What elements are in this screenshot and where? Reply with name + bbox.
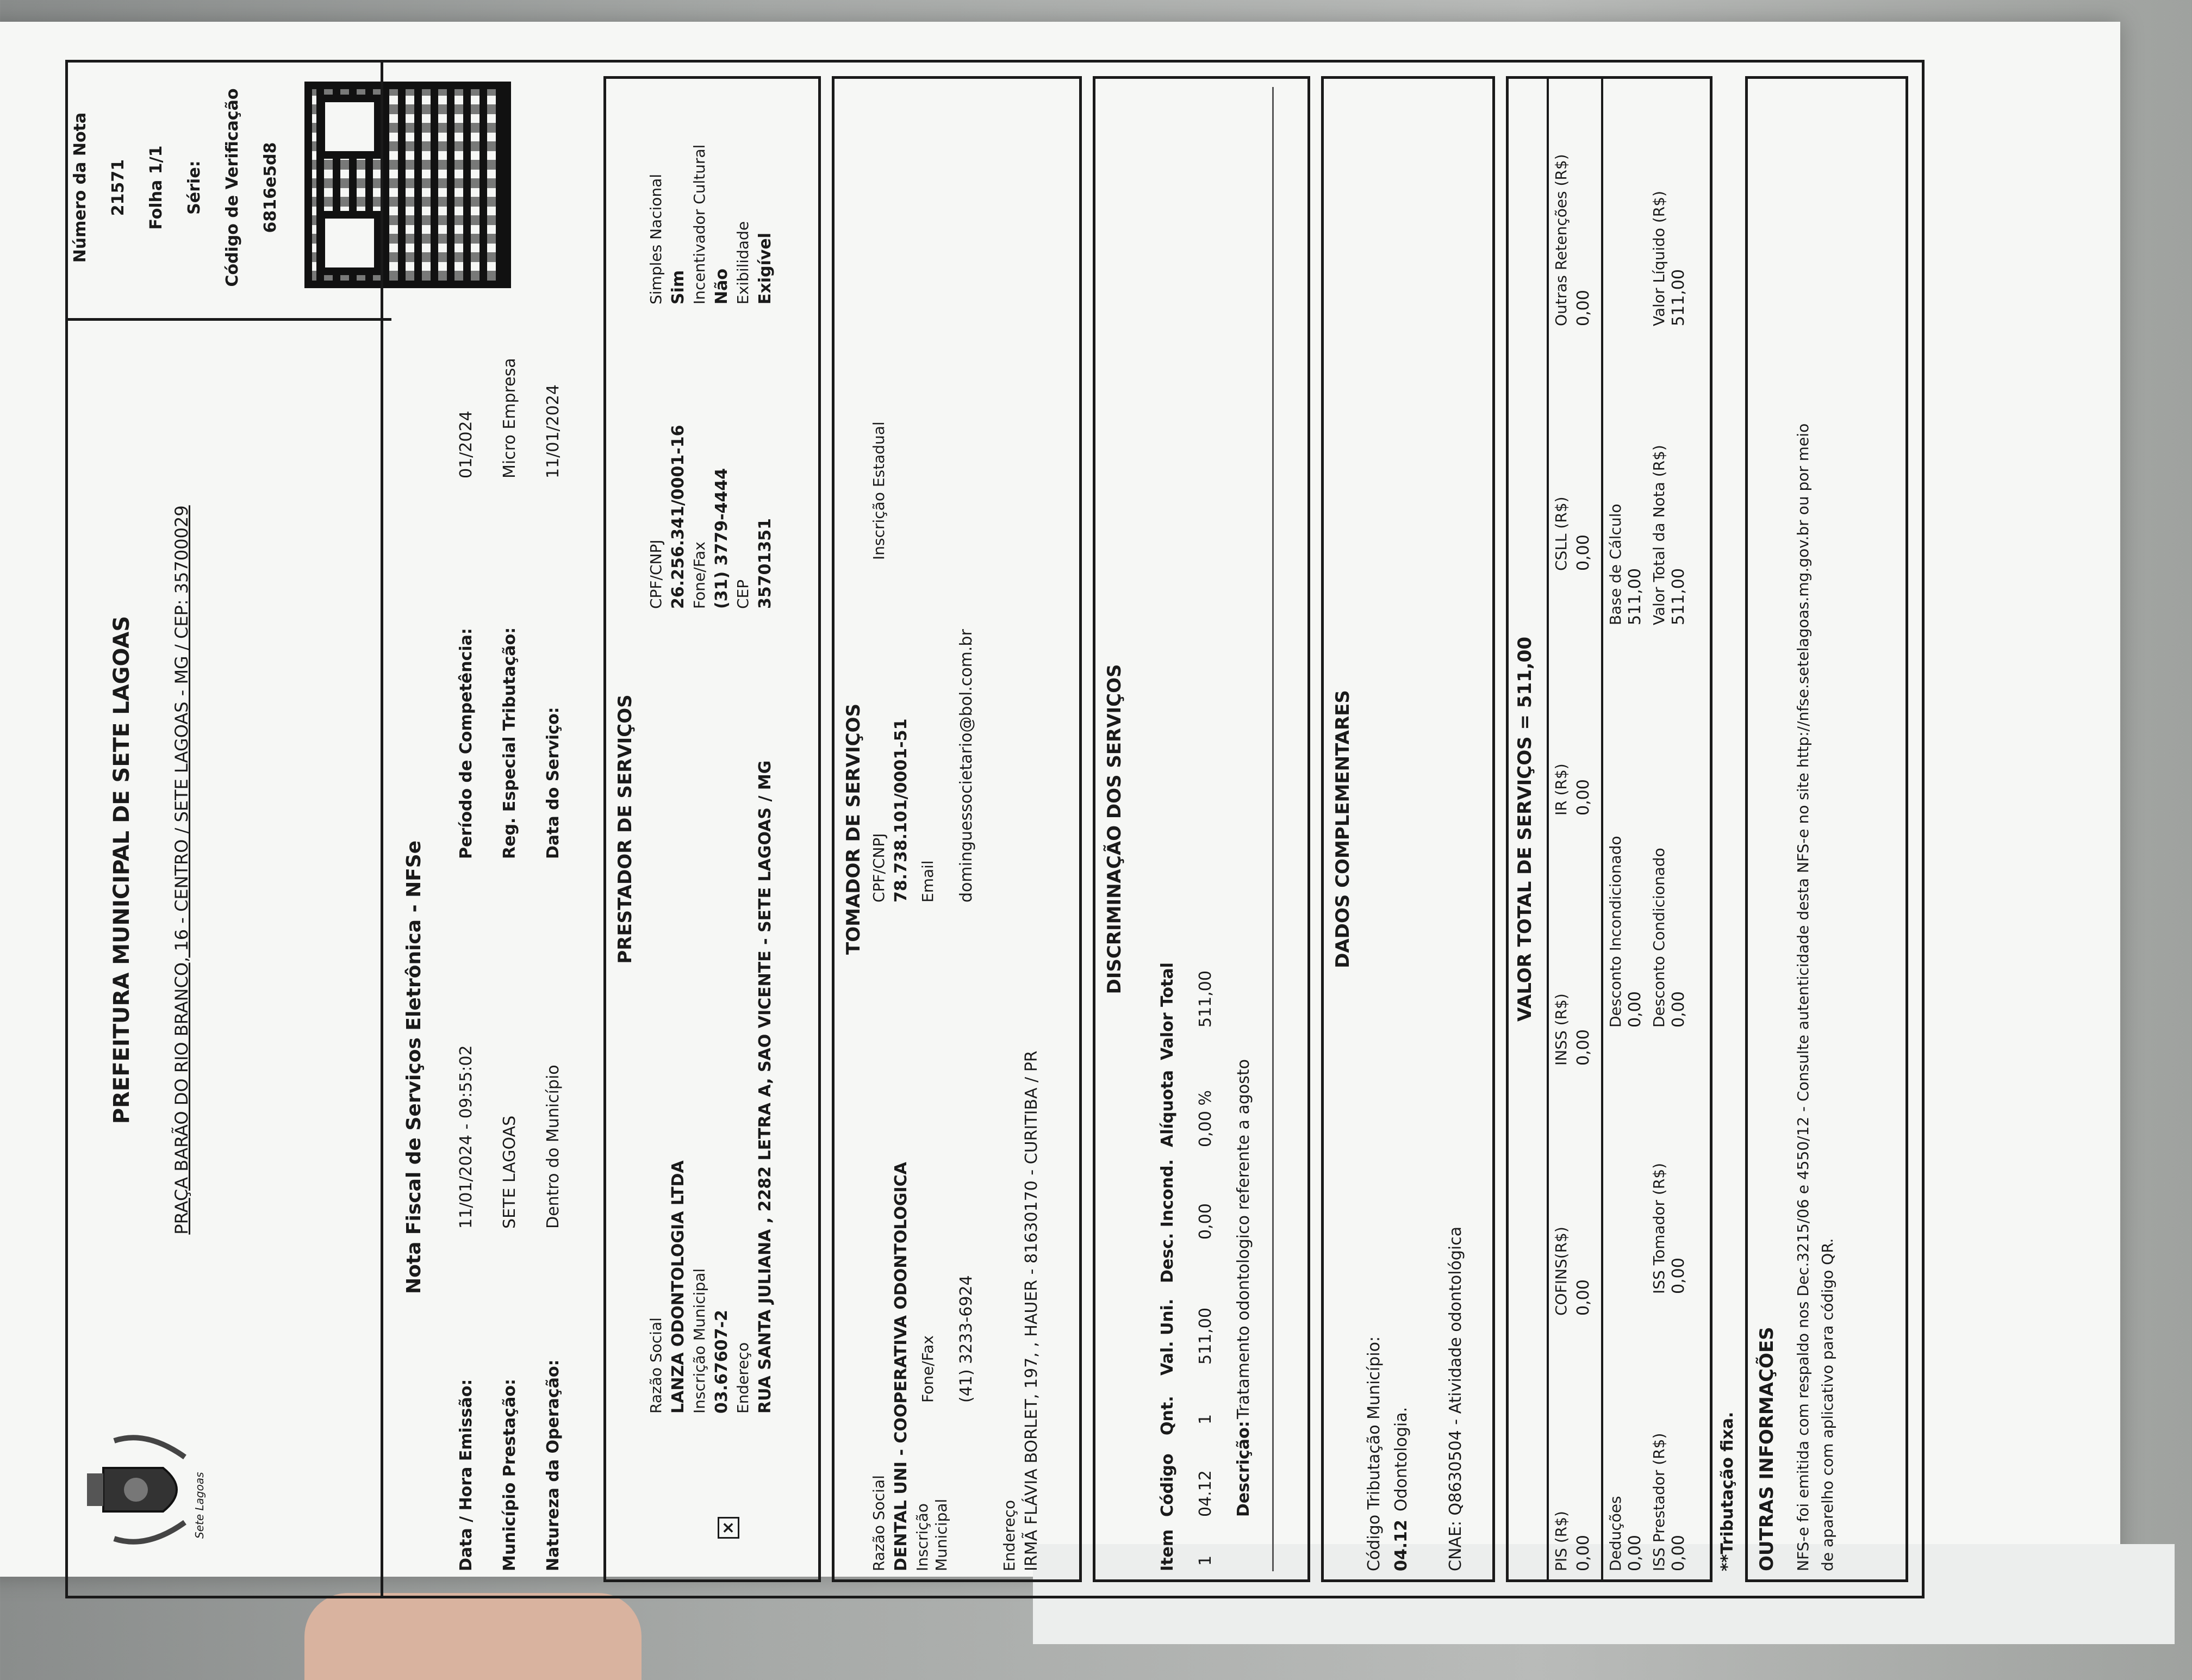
prestador-endereco: RUA SANTA JULIANA , 2282 LETRA A, SAO VICENTE - SETE LAGOAS / MG	[756, 760, 775, 1414]
cell-qnt: 1	[1196, 1414, 1215, 1424]
total-nota-value: 511,00	[1669, 568, 1688, 625]
inss-value: 0,00	[1574, 1029, 1593, 1066]
data-servico-label: Data do Serviço:	[544, 707, 563, 859]
deducoes-value: 0,00	[1626, 1535, 1645, 1571]
folha: Folha 1/1	[147, 145, 166, 230]
descricao-value: Tratamento odontologico referente a agosto	[1234, 1059, 1253, 1419]
prefeitura-title: PREFEITURA MUNICIPAL DE SETE LAGOAS	[109, 615, 134, 1124]
outras-label: Outras Retenções (R$)	[1552, 154, 1570, 326]
valor-liquido-label: Valor Líquido (R$)	[1650, 190, 1668, 326]
nfse-document	[54, 49, 1941, 1620]
tomador-email: dominguessocietario@bol.com.br	[957, 629, 976, 903]
iss-prestador-label: ISS Prestador (R$)	[1650, 1433, 1668, 1571]
col-desc-incond: Desc. Incond.	[1158, 1159, 1177, 1283]
tomador-ie-label: Inscrição Estadual	[870, 421, 888, 560]
desc-cond-value: 0,00	[1669, 991, 1688, 1028]
prestador-cep: 35701351	[756, 518, 775, 609]
tomador-endereco: IRMÃ FLÁVIA BORLET, 197, , HAUER - 81630170 - CURITIBA / PR	[1022, 1050, 1041, 1571]
prestador-cpf: 26.256.341/0001-16	[669, 425, 688, 609]
incentivador-value: Não	[712, 269, 731, 304]
incentivador-label: Incentivador Cultural	[690, 144, 708, 304]
tomador-email-label: Email	[919, 860, 937, 903]
prestador-insc-label: Inscrição Municipal	[690, 1268, 708, 1414]
prefeitura-address: PRAÇA BARÃO DO RIO BRANCO, 16 - CENTRO / SETE LAGOAS - MG / CEP: 35700029	[171, 505, 192, 1235]
cell-desc-incond: 0,00	[1196, 1203, 1215, 1240]
tributacao-fixa: **Tributação fixa.	[1718, 1411, 1737, 1571]
prestador-insc: 03.67607-2	[712, 1310, 731, 1414]
crest-caption: Sete Lagoas	[193, 1472, 206, 1539]
periodo-value: 01/2024	[457, 410, 476, 478]
ir-value: 0,00	[1574, 779, 1593, 816]
natureza-value: Dentro do Município	[544, 1065, 563, 1229]
exigibilidade-label: Exibilidade	[734, 221, 752, 304]
simples-value: Sim	[669, 270, 688, 304]
cell-aliquota: 0,00 %	[1196, 1090, 1215, 1147]
cod-tributacao: 04.12	[1392, 1520, 1411, 1571]
total-nota-label: Valor Total da Nota (R$)	[1650, 445, 1668, 625]
iss-prestador-value: 0,00	[1669, 1535, 1688, 1571]
csll-value: 0,00	[1574, 534, 1593, 571]
col-aliquota: Alíquota	[1158, 1070, 1177, 1147]
pis-value: 0,00	[1574, 1535, 1593, 1571]
prestador-razao-label: Razão Social	[647, 1317, 665, 1414]
totais-divider-2	[1601, 76, 1603, 1582]
deducoes-label: Deduções	[1606, 1496, 1624, 1571]
tomador-razao: DENTAL UNI - COOPERATIVA ODONTOLOGICA	[892, 1162, 911, 1571]
col-codigo: Código	[1158, 1453, 1177, 1517]
cell-codigo: 04.12	[1196, 1470, 1215, 1517]
iss-tomador-value: 0,00	[1669, 1258, 1688, 1294]
outras-info-line-2: de aparelho com aplicativo para código QR.	[1819, 1238, 1836, 1571]
complementares-title: DADOS COMPLEMENTARES	[1332, 690, 1354, 968]
prestador-fone-label: Fone/Fax	[690, 542, 708, 609]
regime-value: Micro Empresa	[500, 358, 519, 478]
emissao-block	[381, 60, 598, 1598]
cell-valor-total: 511,00	[1196, 970, 1215, 1028]
desc-incond-value: 0,00	[1626, 991, 1645, 1028]
descricao-label: Descrição:	[1234, 1421, 1253, 1517]
prestador-end-label: Endereço	[734, 1342, 752, 1414]
prestador-cep-label: CEP	[734, 579, 752, 609]
valor-total-servicos: VALOR TOTAL DE SERVIÇOS = 511,00	[1514, 637, 1536, 1022]
tomador-end-label: Endereço	[1000, 1499, 1018, 1571]
iss-tomador-label: ISS Tomador (R$)	[1650, 1162, 1668, 1294]
totais-divider	[1547, 76, 1549, 1582]
exigibilidade-value: Exigível	[756, 232, 775, 304]
desc-cond-label: Desconto Condicionado	[1650, 848, 1668, 1028]
desc-incond-label: Desconto Incondicionado	[1606, 836, 1624, 1028]
prestador-razao: LANZA ODONTOLOGIA LTDA	[669, 1160, 688, 1414]
col-item: Item	[1158, 1529, 1177, 1571]
tomador-fone: (41) 3233-6924	[957, 1275, 976, 1403]
prestador-title: PRESTADOR DE SERVIÇOS	[614, 694, 636, 964]
pis-label: PIS (R$)	[1552, 1511, 1570, 1571]
codigo-label: Código de Verificação	[223, 88, 242, 287]
outras-value: 0,00	[1574, 290, 1593, 326]
outras-info-title: OUTRAS INFORMAÇÕES	[1756, 1327, 1778, 1571]
tomador-cpf-label: CPF/CNPJ	[870, 833, 888, 903]
cell-item: 1	[1196, 1555, 1215, 1566]
servicos-title: DISCRIMINAÇÃO DOS SERVIÇOS	[1104, 664, 1125, 994]
cofins-value: 0,00	[1574, 1279, 1593, 1316]
cell-val-uni: 511,00	[1196, 1308, 1215, 1365]
numero-label: Número da Nota	[71, 112, 90, 263]
csll-label: CSLL (R$)	[1552, 496, 1570, 571]
col-valor-total: Valor Total	[1158, 962, 1177, 1060]
numero-value: 21571	[109, 159, 128, 216]
simples-label: Simples Nacional	[647, 173, 665, 304]
outras-info-line-1: NFS-e foi emitida com respaldo nos Dec.3215/06 e 4550/12 - Consulte autenticidade desta NFS-e no site http://nfse.setelagoas.mg.gov.br ou por meio	[1794, 423, 1812, 1571]
periodo-label: Período de Competência:	[457, 628, 476, 859]
natureza-label: Natureza da Operação:	[544, 1359, 563, 1571]
col-qnt: Qnt.	[1158, 1396, 1177, 1435]
municipio-label: Município Prestação:	[500, 1379, 519, 1571]
nfse-title: Nota Fiscal de Serviços Eletrônica - NFSe	[403, 840, 425, 1294]
codigo-value: 6816e5d8	[261, 142, 280, 233]
data-emissao-value: 11/01/2024 - 09:55:02	[457, 1045, 476, 1229]
inss-label: INSS (R$)	[1552, 993, 1570, 1066]
data-servico-value: 11/01/2024	[544, 384, 563, 478]
municipio-value: SETE LAGOAS	[500, 1115, 519, 1229]
prestador-fone: (31) 3779-4444	[712, 468, 731, 609]
cod-tributacao-desc: Odontologia.	[1392, 1407, 1411, 1511]
regime-label: Reg. Especial Tributação:	[500, 627, 519, 859]
tomador-razao-label: Razão Social	[870, 1475, 888, 1571]
cofins-label: COFINS(R$)	[1552, 1227, 1570, 1316]
prestador-cpf-label: CPF/CNPJ	[647, 539, 665, 609]
data-emissao-label: Data / Hora Emissão:	[457, 1379, 476, 1571]
valor-liquido-value: 511,00	[1669, 269, 1688, 326]
base-calculo-value: 511,00	[1626, 568, 1645, 625]
city-crest-icon	[82, 1408, 207, 1571]
tomador-insc-label-2: Municipal	[932, 1498, 950, 1571]
tomador-title: TOMADOR DE SERVIÇOS	[843, 704, 864, 955]
tomador-cpf: 78.738.101/0001-51	[892, 718, 911, 903]
tomador-fone-label: Fone/Fax	[919, 1335, 937, 1403]
tomador-insc-label-1: Inscrição	[913, 1503, 931, 1571]
col-val-uni: Val. Uni.	[1158, 1298, 1177, 1376]
prestador-checkbox: ×	[718, 1517, 739, 1539]
serie-label: Série:	[185, 160, 204, 215]
base-calculo-label: Base de Cálculo	[1606, 503, 1624, 625]
ir-label: IR (R$)	[1552, 763, 1570, 816]
cnae: CNAE: Q8630504 - Atividade odontológica	[1446, 1226, 1465, 1571]
servicos-divider	[1272, 87, 1274, 1571]
cod-tributacao-label: Código Tributação Município:	[1365, 1336, 1384, 1571]
